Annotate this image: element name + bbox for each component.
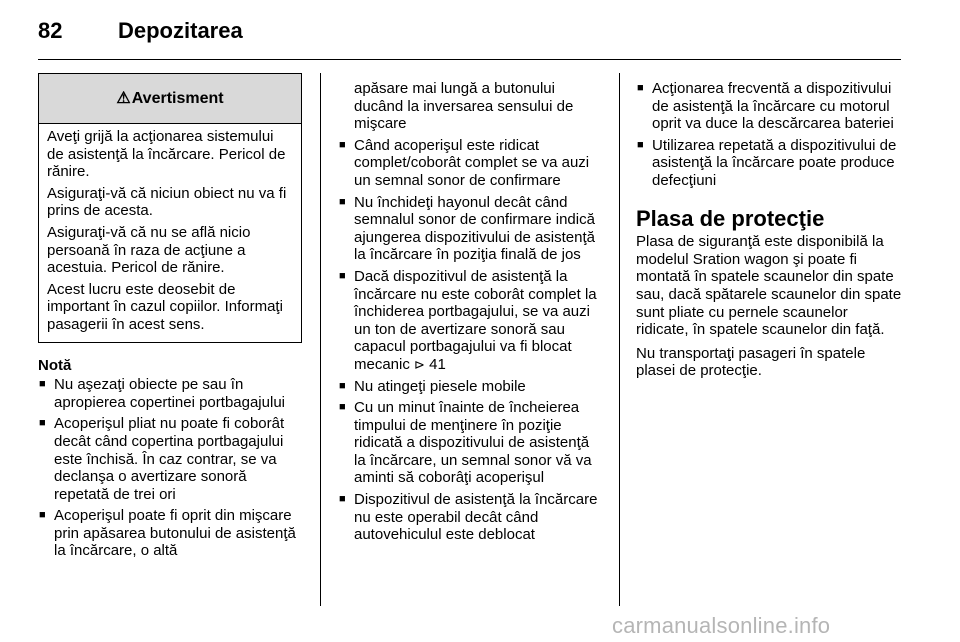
bullet-icon: ■ (339, 138, 346, 151)
page-reference-icon: ⊳ (414, 356, 425, 372)
bullet-icon: ■ (39, 378, 46, 391)
warning-body (39, 124, 301, 342)
bullet-icon: ■ (637, 138, 644, 151)
warning-paragraph: Aveţi grijă la acţionarea sistemului de asistenţă la încărcare. Pericol de rănire. (47, 128, 286, 181)
column-1 (38, 73, 302, 564)
list-item-text: Când acoperişul este ridicat complet/coborât complet se va auzi un semnal sonor de confirmare (354, 136, 590, 189)
warning-paragraph: Asiguraţi-vă că nu se află nicio persoană în raza de acţiune a acestuia. Pericol de rănire. (47, 223, 251, 277)
column-3 (636, 80, 904, 386)
list-item (338, 399, 604, 487)
warning-box (38, 73, 302, 343)
section-title: Plasa de protecţie (636, 205, 825, 231)
bullet-icon: ■ (339, 269, 346, 282)
list-item (38, 415, 302, 503)
bullet-icon: ■ (339, 379, 346, 392)
list-item-continuation: apăsare mai lungă a butonului ducând la inversarea sensului de mişcare (354, 80, 574, 133)
section-paragraph: Nu transportaţi pasageri în spatele plasei de protecţie. (636, 344, 866, 380)
list-item (38, 507, 302, 560)
column-3-list (636, 80, 904, 190)
bullet-icon: ■ (637, 82, 644, 94)
warning-triangle-icon: ⚠ (116, 89, 131, 107)
list-item-text: Acoperişul poate fi oprit din mişcare prin apăsarea butonului de asistenţă la încărcare, o altă (54, 507, 296, 560)
column-divider-right (619, 73, 620, 606)
list-item-text: Acoperişul pliat nu poate fi coborât decât când copertina portbagajului este închisă. În caz contrar, se va declanşa o avertizare sonoră repetată de trei ori (54, 415, 285, 503)
list-item (338, 491, 604, 544)
watermark: carmanualsonline.info (612, 613, 831, 638)
warning-paragraph: Acest lucru este deosebit de important în cazul copiilor. Informaţi pasagerii în acest sens. (47, 280, 283, 333)
list-item-text: Nu închideţi hayonul decât când semnalul sonor de confirmare indică ajungerea dispozitivului de asistenţă la încărcare în poziţia finală de jos (354, 193, 595, 264)
section-paragraph: Plasa de siguranţă este disponibilă la modelul Sration wagon şi poate fi montată în spatele scaunelor din spate sau, dacă spătarele scaunelor din spate sunt pliate cu pernele scaunelor ridicate, în spatele scaunelor din faţă. (636, 233, 902, 339)
page-number: 82 (38, 18, 63, 43)
list-item (636, 80, 904, 133)
list-item (636, 137, 904, 190)
list-item-text: Cu un minut înainte de încheierea timpului de menţinere în poziţie ridicată a dispozitivului de asistenţă la încărcare, un semnal sonor vă va aminti să coborâţi acoperişul (354, 399, 592, 487)
column-divider-left (320, 73, 321, 606)
page-reference-link[interactable]: 41 (429, 355, 446, 373)
list-item-text: Acţionarea frecventă a dispozitivului de asistenţă la încărcare cu motorul oprit va duce la descărcarea bateriei (652, 80, 894, 133)
list-item (338, 378, 604, 396)
list-item-text: Dispozitivul de asistenţă la încărcare nu este operabil decât când autovehiculul este deblocat (354, 491, 598, 544)
bullet-icon: ■ (339, 401, 346, 414)
column-2 (338, 80, 604, 548)
column-2-list (338, 137, 604, 544)
note-list (38, 376, 302, 560)
bullet-icon: ■ (39, 417, 46, 430)
bullet-icon: ■ (339, 493, 346, 506)
list-item-text: Utilizarea repetată a dispozitivului de asistenţă la încărcare poate produce defecţiuni (652, 136, 897, 189)
warning-title: Avertisment (131, 89, 224, 107)
list-item (338, 268, 604, 374)
warning-paragraph: Asiguraţi-vă că niciun obiect nu va fi prins de acesta. (47, 184, 287, 220)
header-rule (38, 59, 901, 60)
page-title: Depozitarea (118, 18, 243, 43)
list-item-text: Dacă dispozitivul de asistenţă la încărcare nu este coborât complet la închiderea portbagajului, se va auzi un ton de avertizare sonoră sau capacul portbagajului va fi blocat mecanic (354, 267, 597, 373)
list-item (38, 376, 302, 411)
bullet-icon: ■ (339, 195, 346, 208)
warning-header (39, 74, 301, 124)
note-title: Notă (38, 356, 72, 374)
list-item-text: Nu atingeţi piesele mobile (354, 377, 526, 395)
list-item-text: Nu aşezaţi obiecte pe sau în apropierea copertinei portbagajului (54, 376, 285, 411)
list-item (338, 137, 604, 190)
bullet-icon: ■ (39, 509, 46, 522)
list-item (338, 194, 604, 264)
